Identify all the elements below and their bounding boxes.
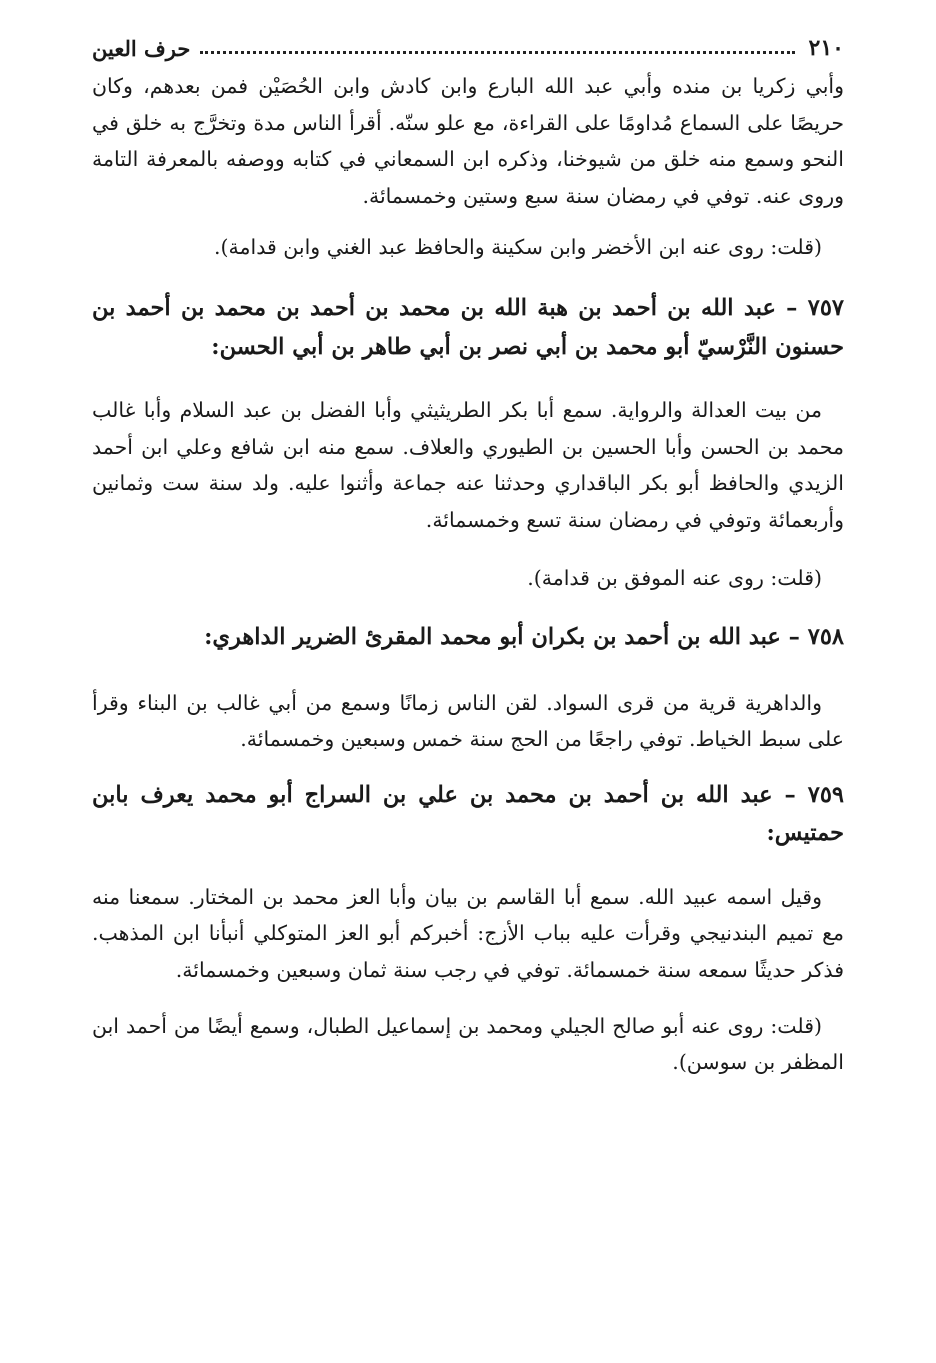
editor-note: (قلت: روى عنه أبو صالح الجيلي ومحمد بن إسماعيل الطبال، وسمع أيضًا من أحمد ابن المظفر بن سوسن). — [92, 1014, 844, 1074]
editor-note: (قلت: روى عنه الموفق بن قدامة). — [527, 566, 822, 590]
chapter-title: حرف العين — [92, 35, 191, 61]
page-number: ٢١٠ — [808, 35, 844, 61]
running-header — [92, 28, 844, 68]
entry-heading-757: ٧٥٧ – عبد الله بن أحمد بن هبة الله بن محمد بن أحمد بن محمد بن أحمد بن حسنون النَّرْسيّ أبو محمد بن أبي نصر بن أبي طاهر بن أبي الحسن: — [92, 295, 844, 360]
paragraph: والداهرية قرية من قرى السواد. لقن الناس زمانًا وسمع من أبي غالب بن البناء وقرأ على سبط الخياط. توفي راجعًا من الحج سنة خمس وسبعين وخمسمائة. — [92, 690, 844, 751]
header-dot-leader — [200, 51, 794, 54]
document-page — [92, 28, 844, 1080]
entry-heading-758: ٧٥٨ – عبد الله بن أحمد بن بكران أبو محمد المقرئ الضرير الداهري: — [204, 624, 844, 650]
paragraph: من بيت العدالة والرواية. سمع أبا بكر الطريثيثي وأبا الفضل بن عبد السلام وأبا غالب محمد بن الحسن وأبا الحسين بن الطيوري والعلاف. سمع منه ابن شافع وعلي ابن أحمد الزيدي والحافظ أبو بكر الباقداري وحدثنا عنه جماعة وأثنوا عليه. ولد سنة ست وثمانين وأربعمائة وتوفي في رمضان سنة تسع وخمسمائة. — [92, 398, 844, 532]
paragraph: وأبي زكريا بن منده وأبي عبد الله البارع وابن كادش وابن الحُصَيْن فمن بعدهم، وكان حريصًا على السماع مُداومًا على القراءة، مع علو سنّه. أقرأ الناس مدة وتخرَّج به خلق في النحو وسمع منه خلق من شيوخنا، وذكره ابن السمعاني في كتابه ووصفه بالمعرفة التامة وروى عنه. توفي في رمضان سنة سبع وستين وخمسمائة. — [92, 74, 844, 208]
editor-note: (قلت: روى عنه ابن الأخضر وابن سكينة والحافظ عبد الغني وابن قدامة). — [214, 235, 822, 259]
paragraph: وقيل اسمه عبيد الله. سمع أبا القاسم بن بيان وأبا العز محمد بن المختار. سمعنا منه مع تميم البندنيجي وقرأت عليه بباب الأزج: أخبركم أبو العز المتوكلي أنبأنا ابن المذهب. فذكر حديثًا سمعه سنة خمسمائة. توفي في رجب سنة ثمان وسبعين وخمسمائة. — [92, 884, 844, 982]
entry-heading-759: ٧٥٩ – عبد الله بن أحمد بن محمد بن علي بن السراج أبو محمد يعرف بابن حمتيس: — [92, 781, 844, 846]
